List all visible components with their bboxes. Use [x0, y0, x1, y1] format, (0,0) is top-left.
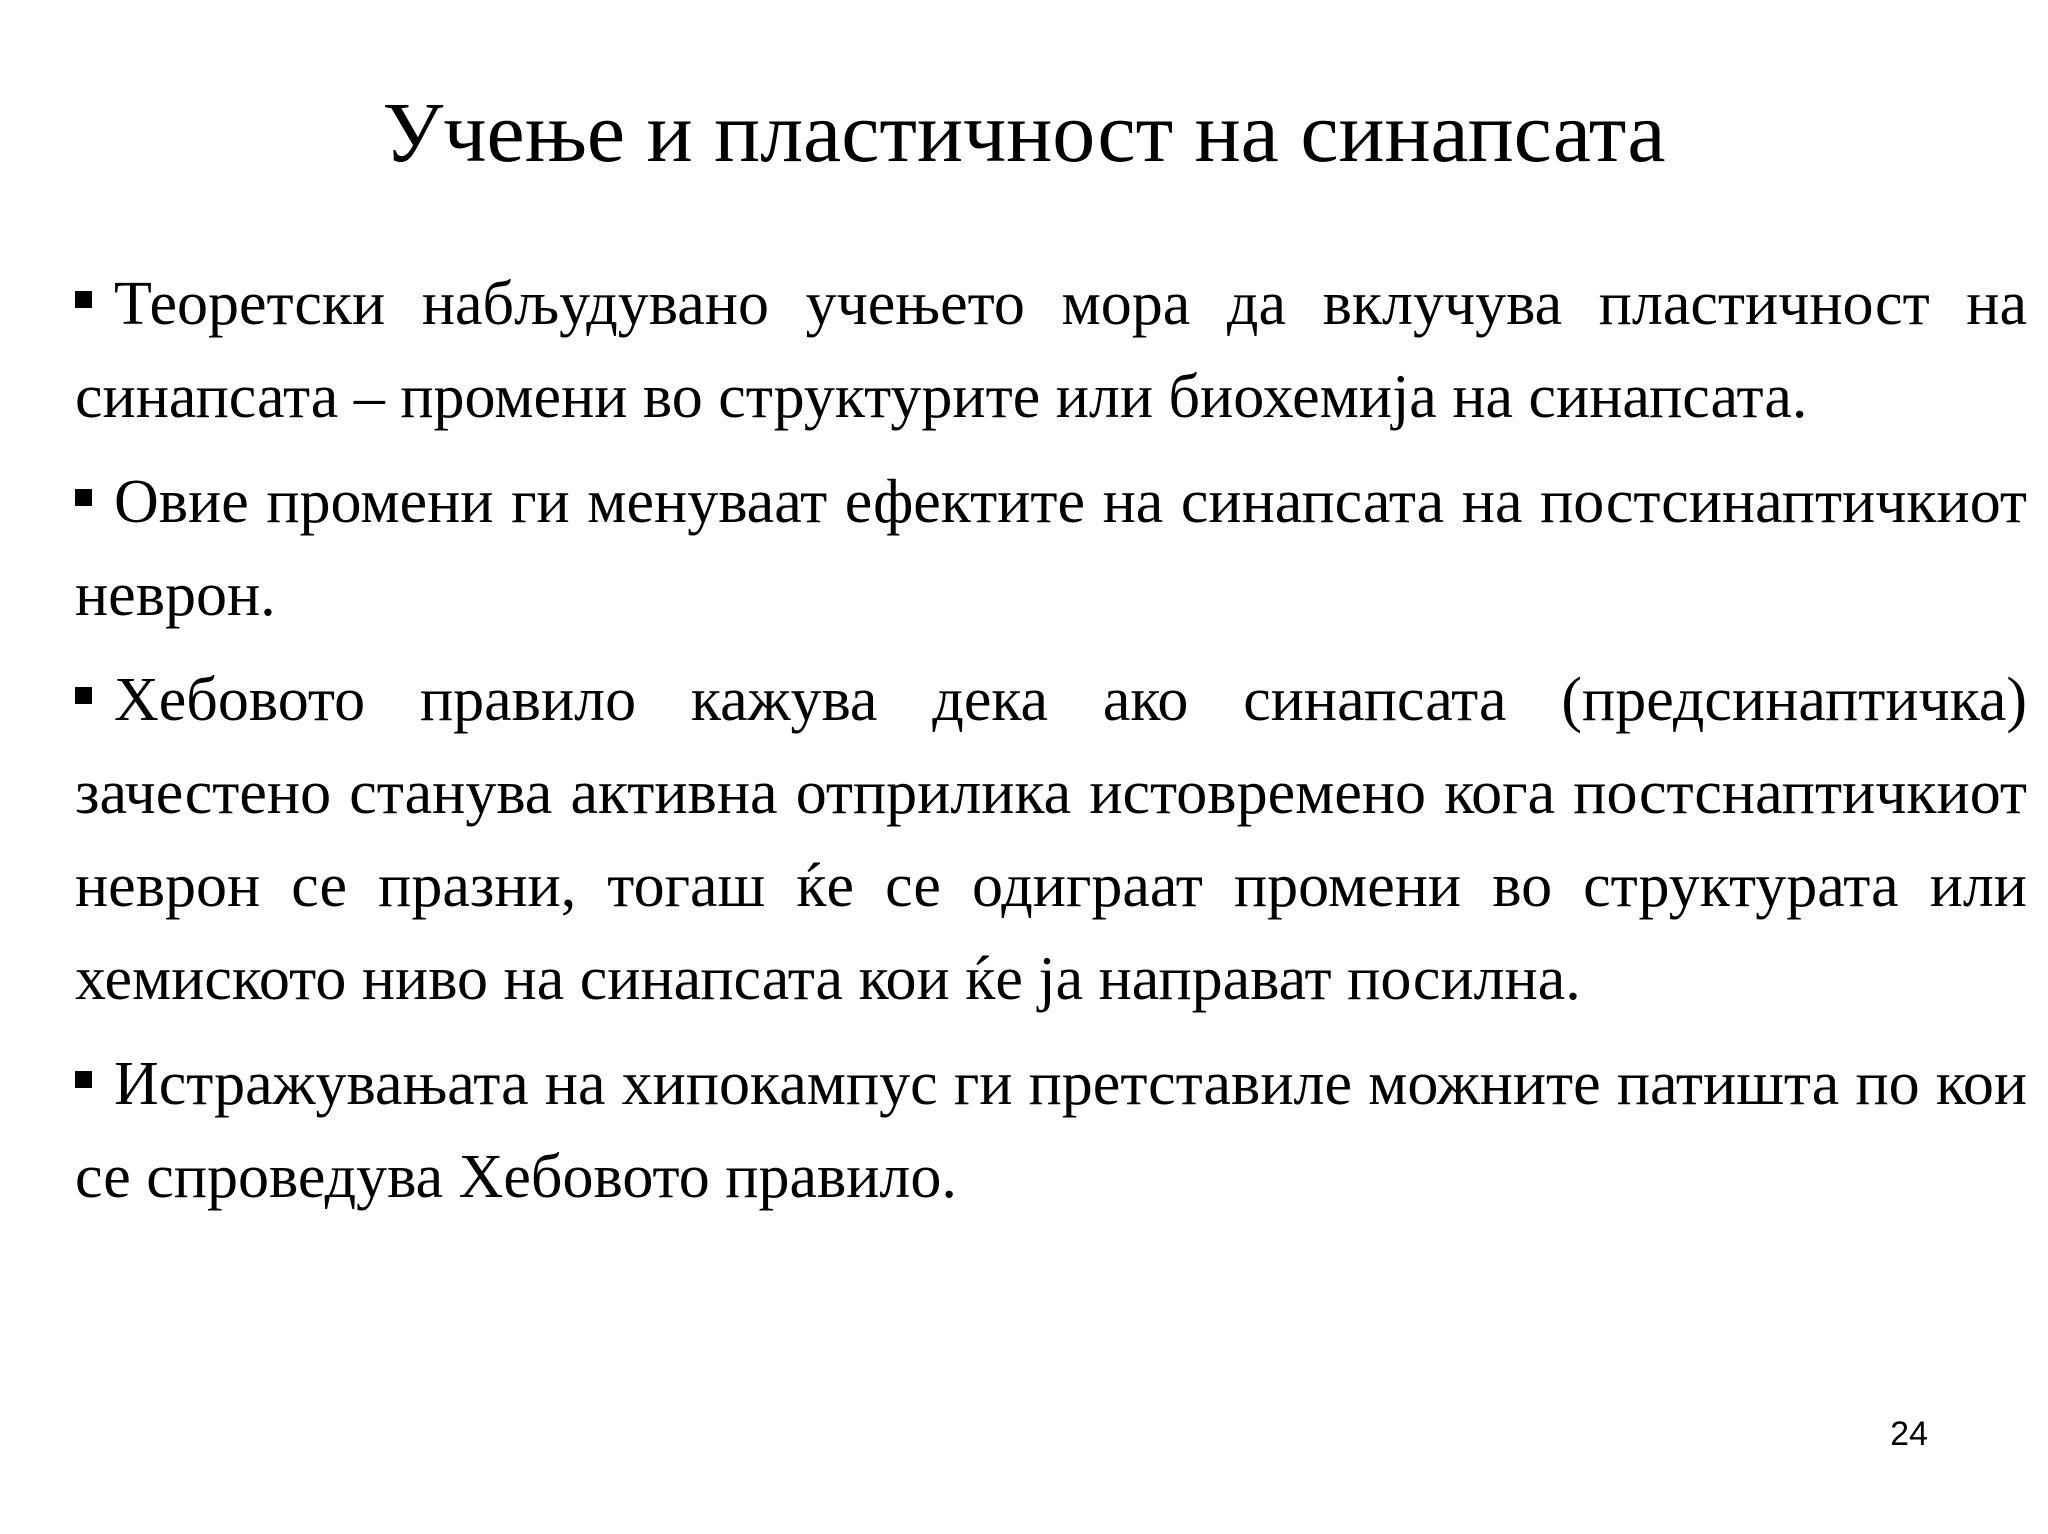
bullet-text: Теоретски набљудувано учењето мора да вклучува пластичност на синапсата – промени во структурите или биохемија на синапсата.	[75, 270, 2027, 431]
square-bullet-icon	[75, 489, 92, 506]
bullet-item	[75, 654, 2027, 1026]
bullet-item	[75, 258, 2027, 444]
square-bullet-icon	[75, 291, 92, 308]
square-bullet-icon	[75, 1071, 92, 1088]
bullet-text: Истражувањата на хипокампус ги претставиле можните патишта по кои се спроведува Хебовото правило.	[75, 1050, 2027, 1211]
slide-title: Учење и пластичност на синапсата	[382, 84, 1666, 180]
bullet-text: Хебовото правило кажува дека ако синапсата (предсинаптичка) зачестено станува активна отприлика истовремено кога постснаптичкиот неврон се празни, тогаш ќе се одиграат промени во структурата или хемиското ниво на синапсата кои ќе ја направат посилна.	[75, 666, 2027, 1013]
bullet-item	[75, 456, 2027, 642]
bullet-list	[75, 258, 2027, 1236]
square-bullet-icon	[75, 687, 92, 704]
page-number: 24	[1890, 1415, 1928, 1453]
bullet-text: Овие промени ги менуваат ефектите на синапсата на постсинаптичкиот неврон.	[75, 468, 2027, 629]
bullet-item	[75, 1038, 2027, 1224]
